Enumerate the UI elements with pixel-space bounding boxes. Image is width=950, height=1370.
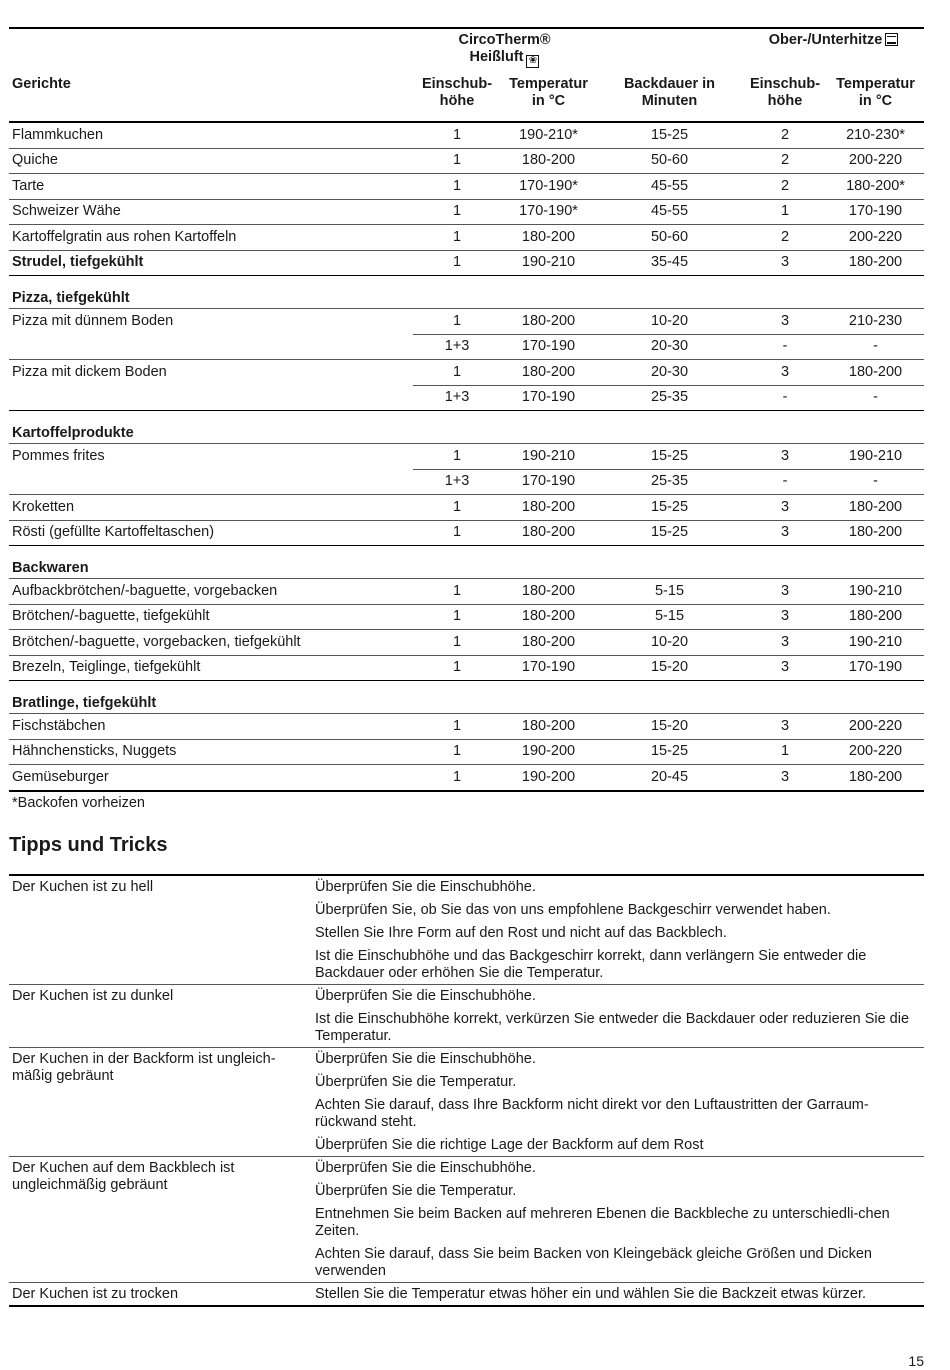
table-row [9, 765, 924, 791]
temp-oberunter-cell: 200-220 [827, 714, 924, 740]
temp-circotherm-cell: 190-210 [501, 250, 596, 276]
hint-text: Achten Sie darauf, dass Sie beim Backen von Kleingebäck gleiche Größen und Dicken verwenden [315, 1245, 872, 1279]
problem-cell: Der Kuchen in der Backform ist ungleich-mäßig gebräunt [9, 1047, 312, 1156]
dish-cell: Pommes frites [9, 444, 413, 470]
temp-circotherm-cell: 170-190 [501, 334, 596, 360]
einschub-circotherm-cell: 1 [413, 630, 501, 656]
table-group-row [9, 276, 924, 309]
table-row [9, 739, 924, 765]
hint-text: Überprüfen Sie die Temperatur. [315, 1182, 517, 1199]
einschub-circotherm-cell: 1 [413, 579, 501, 605]
dish-cell: Brezeln, Teiglinge, tiefgekühlt [9, 655, 413, 681]
einschub-circotherm-cell: 1 [413, 495, 501, 521]
einschub-circotherm-cell: 1 [413, 148, 501, 174]
hint-text: Überprüfen Sie die Einschubhöhe. [315, 1159, 536, 1176]
problem-cell: Der Kuchen ist zu hell [9, 875, 312, 985]
table-row [9, 604, 924, 630]
einschub-oberunter-cell: 3 [743, 765, 827, 791]
temp-oberunter-cell: 180-200 [827, 604, 924, 630]
backdauer-cell: 25-35 [596, 469, 743, 495]
temp-circotherm-cell: 190-210* [501, 122, 596, 148]
backdauer-cell: 20-30 [596, 334, 743, 360]
table-row [9, 655, 924, 681]
temp-circotherm-cell: 170-190 [501, 655, 596, 681]
hints-cell [312, 875, 924, 985]
dish-cell: Quiche [9, 148, 413, 174]
problem-cell: Der Kuchen ist zu dunkel [9, 984, 312, 1047]
einschub-circotherm-cell: 1 [413, 199, 501, 225]
temp-oberunter-cell: 190-210 [827, 579, 924, 605]
einschub-oberunter-cell: - [743, 469, 827, 495]
einschub-circotherm-cell: 1 [413, 122, 501, 148]
temp-oberunter-cell: 170-190 [827, 655, 924, 681]
einschub-circotherm-cell: 1 [413, 604, 501, 630]
einschub-circotherm-cell: 1 [413, 444, 501, 470]
hints-cell [312, 1282, 924, 1306]
dish-cell: Tarte [9, 174, 413, 200]
temp-oberunter-cell: 180-200 [827, 360, 924, 386]
temp-oberunter-cell: 180-200 [827, 765, 924, 791]
dish-cell [9, 385, 413, 411]
hint-text: Ist die Einschubhöhe korrekt, verkürzen Sie entweder die Backdauer oder reduzieren Sie die Temperatur. [315, 1010, 910, 1044]
temp-circotherm-cell: 180-200 [501, 604, 596, 630]
group-label: Bratlinge, tiefgekühlt [9, 681, 924, 714]
einschub-oberunter-cell: 3 [743, 444, 827, 470]
circotherm-group-header: CircoTherm® Heißluft ❀ [413, 28, 596, 72]
table-row [9, 630, 924, 656]
dish-cell [9, 469, 413, 495]
temp-circotherm-cell: 180-200 [501, 360, 596, 386]
backdauer-cell: 15-25 [596, 444, 743, 470]
dish-cell: Pizza mit dickem Boden [9, 360, 413, 386]
backdauer-cell: 35-45 [596, 250, 743, 276]
table-row [9, 360, 924, 386]
table-row [9, 334, 924, 360]
temp-circotherm-cell: 170-190 [501, 385, 596, 411]
dish-cell: Hähnchensticks, Nuggets [9, 739, 413, 765]
table-group-row [9, 411, 924, 444]
oberunter-group-header: Ober-/Unterhitze [743, 28, 924, 72]
temp-circotherm-cell: 170-190 [501, 469, 596, 495]
temp-oberunter-cell: 190-210 [827, 630, 924, 656]
einschub-circotherm-cell: 1 [413, 520, 501, 546]
temp-oberunter-cell: 180-200* [827, 174, 924, 200]
einschub-circotherm-cell: 1 [413, 225, 501, 251]
hint-text: Überprüfen Sie die richtige Lage der Backform auf dem Rost [315, 1136, 704, 1153]
backdauer-cell: 10-20 [596, 630, 743, 656]
temp-oberunter-cell: 200-220 [827, 148, 924, 174]
einschub-circotherm-cell: 1 [413, 739, 501, 765]
table-row [9, 122, 924, 148]
dish-cell: Pizza mit dünnem Boden [9, 309, 413, 335]
temp-oberunter-cell: - [827, 469, 924, 495]
tips-row [9, 875, 924, 985]
einschub-oberunter-cell: 3 [743, 495, 827, 521]
temp-circotherm-cell: 180-200 [501, 579, 596, 605]
backdauer-cell: 15-25 [596, 495, 743, 521]
table-row [9, 385, 924, 411]
dish-cell [9, 334, 413, 360]
hint-text: Achten Sie darauf, dass Ihre Backform nicht direkt vor den Luftaustritten der Garraum-rückwand steht. [315, 1096, 869, 1130]
table-row [9, 444, 924, 470]
footnote: *Backofen vorheizen [12, 794, 145, 811]
col-header-einschub-circotherm: Einschub- höhe [421, 76, 493, 109]
tips-row [9, 1156, 924, 1282]
einschub-circotherm-cell: 1 [413, 360, 501, 386]
dish-cell: Kroketten [9, 495, 413, 521]
einschub-oberunter-cell: 2 [743, 174, 827, 200]
temp-circotherm-cell: 180-200 [501, 309, 596, 335]
table-row [9, 250, 924, 276]
group-label: Pizza, tiefgekühlt [9, 276, 924, 309]
einschub-oberunter-cell: 3 [743, 309, 827, 335]
einschub-circotherm-cell: 1 [413, 250, 501, 276]
temp-circotherm-cell: 190-200 [501, 765, 596, 791]
backdauer-cell: 15-20 [596, 655, 743, 681]
col-header-einschub-oberunter: Einschub- höhe [749, 76, 821, 109]
einschub-oberunter-cell: 1 [743, 199, 827, 225]
group-label: Backwaren [9, 546, 924, 579]
temp-oberunter-cell: 180-200 [827, 520, 924, 546]
hint-text: Entnehmen Sie beim Backen auf mehreren Ebenen die Backbleche zu unterschiedli-chen Zeiten. [315, 1205, 890, 1239]
top-bottom-heat-icon [885, 33, 898, 46]
hint-text: Stellen Sie die Temperatur etwas höher ein und wählen Sie die Backzeit etwas kürzer. [315, 1285, 867, 1302]
einschub-oberunter-cell: 1 [743, 739, 827, 765]
table-row [9, 714, 924, 740]
temp-circotherm-cell: 180-200 [501, 520, 596, 546]
backdauer-cell: 15-25 [596, 739, 743, 765]
dish-cell: Kartoffelgratin aus rohen Kartoffeln [9, 225, 413, 251]
temp-circotherm-cell: 190-200 [501, 739, 596, 765]
backdauer-cell: 5-15 [596, 604, 743, 630]
problem-cell: Der Kuchen ist zu trocken [9, 1282, 312, 1306]
table-row [9, 309, 924, 335]
einschub-oberunter-cell: 3 [743, 250, 827, 276]
table-group-row [9, 546, 924, 579]
hint-text: Überprüfen Sie, ob Sie das von uns empfohlene Backgeschirr verwendet haben. [315, 901, 831, 918]
temp-oberunter-cell: 170-190 [827, 199, 924, 225]
table-row [9, 579, 924, 605]
group-label: Kartoffelprodukte [9, 411, 924, 444]
dish-cell: Brötchen/-baguette, vorgebacken, tiefgekühlt [9, 630, 413, 656]
dish-cell: Fischstäbchen [9, 714, 413, 740]
temp-circotherm-cell: 180-200 [501, 495, 596, 521]
temp-oberunter-cell: 200-220 [827, 225, 924, 251]
hint-text: Ist die Einschubhöhe und das Backgeschirr korrekt, dann verlängern Sie entweder die Backdauer oder erhöhen Sie die Temperatur. [315, 947, 867, 981]
section-title: Tipps und Tricks [9, 833, 168, 856]
backdauer-cell: 25-35 [596, 385, 743, 411]
temp-oberunter-cell: 210-230 [827, 309, 924, 335]
temp-oberunter-cell: 200-220 [827, 739, 924, 765]
backdauer-cell: 20-30 [596, 360, 743, 386]
baking-table [9, 27, 924, 792]
dish-cell: Gemüseburger [9, 765, 413, 791]
table-row [9, 148, 924, 174]
einschub-circotherm-cell: 1+3 [413, 334, 501, 360]
tips-row [9, 1047, 924, 1156]
einschub-circotherm-cell: 1 [413, 765, 501, 791]
page-number: 15 [908, 1353, 924, 1369]
einschub-oberunter-cell: - [743, 385, 827, 411]
table-row [9, 495, 924, 521]
dish-cell: Rösti (gefüllte Kartoffeltaschen) [9, 520, 413, 546]
table-row [9, 225, 924, 251]
temp-oberunter-cell: 180-200 [827, 250, 924, 276]
backdauer-cell: 50-60 [596, 148, 743, 174]
einschub-circotherm-cell: 1+3 [413, 469, 501, 495]
einschub-oberunter-cell: 3 [743, 714, 827, 740]
backdauer-cell: 15-25 [596, 520, 743, 546]
temp-circotherm-cell: 180-200 [501, 714, 596, 740]
einschub-oberunter-cell: 3 [743, 604, 827, 630]
dish-cell: Brötchen/-baguette, tiefgekühlt [9, 604, 413, 630]
col-header-backdauer: Backdauer in Minuten [623, 76, 716, 109]
dish-cell: Strudel, tiefgekühlt [9, 250, 413, 276]
temp-oberunter-cell: - [827, 385, 924, 411]
backdauer-cell: 15-20 [596, 714, 743, 740]
dish-cell: Schweizer Wähe [9, 199, 413, 225]
backdauer-cell: 5-15 [596, 579, 743, 605]
table-group-row [9, 681, 924, 714]
col-header-gerichte: Gerichte [12, 76, 71, 92]
backdauer-cell: 20-45 [596, 765, 743, 791]
backdauer-cell: 10-20 [596, 309, 743, 335]
einschub-circotherm-cell: 1 [413, 714, 501, 740]
temp-circotherm-cell: 170-190* [501, 199, 596, 225]
col-header-temp-circotherm: Temperatur in °C [509, 76, 588, 109]
einschub-oberunter-cell: - [743, 334, 827, 360]
einschub-oberunter-cell: 2 [743, 148, 827, 174]
table-row [9, 469, 924, 495]
table-row [9, 199, 924, 225]
temp-oberunter-cell: 180-200 [827, 495, 924, 521]
table-row [9, 520, 924, 546]
temp-circotherm-cell: 170-190* [501, 174, 596, 200]
table-group-header-row [9, 28, 924, 72]
temp-circotherm-cell: 180-200 [501, 225, 596, 251]
hint-text: Stellen Sie Ihre Form auf den Rost und nicht auf das Backblech. [315, 924, 727, 941]
tips-table [9, 874, 924, 1307]
hints-cell [312, 1047, 924, 1156]
hint-text: Überprüfen Sie die Temperatur. [315, 1073, 517, 1090]
temp-circotherm-cell: 190-210 [501, 444, 596, 470]
dish-cell: Flammkuchen [9, 122, 413, 148]
table-column-header-row [9, 72, 924, 122]
hint-text: Überprüfen Sie die Einschubhöhe. [315, 878, 536, 895]
hint-text: Überprüfen Sie die Einschubhöhe. [315, 987, 536, 1004]
temp-oberunter-cell: 190-210 [827, 444, 924, 470]
einschub-oberunter-cell: 3 [743, 579, 827, 605]
backdauer-cell: 50-60 [596, 225, 743, 251]
einschub-circotherm-cell: 1 [413, 655, 501, 681]
dish-cell: Aufbackbrötchen/-baguette, vorgebacken [9, 579, 413, 605]
temp-oberunter-cell: 210-230* [827, 122, 924, 148]
table-row [9, 174, 924, 200]
hint-text: Überprüfen Sie die Einschubhöhe. [315, 1050, 536, 1067]
backdauer-cell: 45-55 [596, 199, 743, 225]
tips-row [9, 984, 924, 1047]
einschub-oberunter-cell: 3 [743, 630, 827, 656]
page-content [9, 27, 924, 1307]
backdauer-cell: 45-55 [596, 174, 743, 200]
einschub-oberunter-cell: 3 [743, 655, 827, 681]
hints-cell [312, 1156, 924, 1282]
tips-row [9, 1282, 924, 1306]
einschub-circotherm-cell: 1+3 [413, 385, 501, 411]
temp-circotherm-cell: 180-200 [501, 148, 596, 174]
temp-oberunter-cell: - [827, 334, 924, 360]
col-header-temp-oberunter: Temperatur in °C [836, 76, 915, 109]
fan-icon: ❀ [526, 55, 539, 68]
backdauer-cell: 15-25 [596, 122, 743, 148]
einschub-circotherm-cell: 1 [413, 309, 501, 335]
hints-cell [312, 984, 924, 1047]
einschub-oberunter-cell: 2 [743, 225, 827, 251]
einschub-circotherm-cell: 1 [413, 174, 501, 200]
einschub-oberunter-cell: 3 [743, 520, 827, 546]
einschub-oberunter-cell: 2 [743, 122, 827, 148]
problem-cell: Der Kuchen auf dem Backblech ist ungleichmäßig gebräunt [9, 1156, 312, 1282]
einschub-oberunter-cell: 3 [743, 360, 827, 386]
temp-circotherm-cell: 180-200 [501, 630, 596, 656]
